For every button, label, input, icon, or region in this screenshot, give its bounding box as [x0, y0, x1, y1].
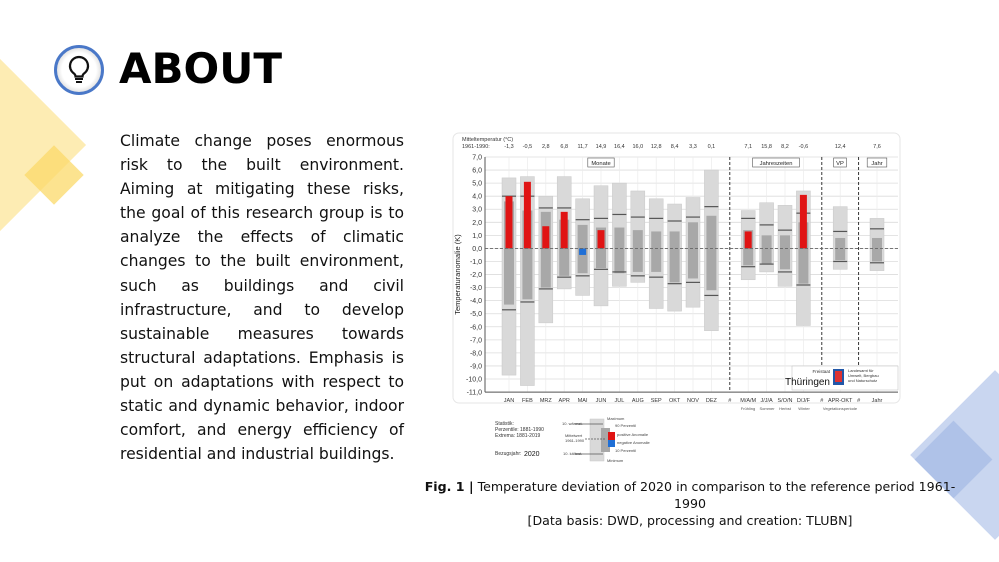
- anomaly-bar: [598, 230, 605, 248]
- mean-temp-label: 8,2: [781, 144, 789, 150]
- mean-header-period: 1961-1990:: [462, 144, 490, 150]
- mean-temp-label: 12,8: [650, 144, 662, 150]
- legend-text: 10. wärmst.: [562, 421, 583, 426]
- temperature-anomaly-chart: [452, 132, 902, 472]
- separator-label: #: [857, 398, 861, 404]
- mean-temp-label: -1,3: [504, 144, 514, 150]
- x-tick-label: S/O/N: [777, 398, 793, 404]
- legend-text: 90 Perzentil: [615, 423, 637, 428]
- y-tick-label: 7,0: [472, 154, 482, 162]
- x-tick-label: APR: [558, 398, 570, 404]
- y-tick-label: -6,0: [469, 324, 482, 332]
- season-sublabel: Vegetationsperiode: [822, 406, 858, 411]
- x-tick-label: Jahr: [871, 398, 883, 404]
- y-tick-label: 0,0: [472, 245, 482, 253]
- separator-label: #: [728, 398, 732, 404]
- x-tick-label: OKT: [668, 398, 681, 404]
- y-tick-label: 6,0: [472, 167, 482, 175]
- y-tick-label: 2,0: [472, 219, 482, 227]
- logo-text: Thüringen: [784, 377, 830, 388]
- y-tick-label: -8,0: [469, 350, 482, 358]
- mean-temp-label: 11,7: [577, 144, 588, 150]
- anomaly-bar: [542, 226, 549, 248]
- group-label: Monate: [591, 161, 611, 167]
- group-label: Jahr: [871, 161, 883, 167]
- x-tick-label: MRZ: [539, 398, 552, 404]
- mean-temp-label: 16,4: [614, 144, 625, 150]
- mean-temp-label: -0,6: [798, 144, 809, 150]
- mean-temp-label: 7,1: [744, 144, 753, 150]
- anomaly-bar: [561, 212, 568, 249]
- x-tick-label: AUG: [631, 398, 644, 404]
- body-text: Climate change poses enormous risk to the built environment. Aiming at mitigating these risks, the goal of this research group is to analyze the effects of climatic changes to the built environment, such as buildings and civil infrastructure, and to develop sustainable measures towards structural adaptations. Emphasis is put on adaptations with respect to static and dynamic behavior, indoor comfort, and energy efficiency of residential and industrial buildings.: [120, 132, 404, 464]
- y-tick-label: 4,0: [472, 193, 482, 201]
- y-tick-label: -9,0: [469, 363, 482, 371]
- legend-text: 2020: [524, 451, 540, 458]
- mean-temp-label: 0,1: [707, 144, 716, 150]
- percentile-range-bar: [706, 216, 716, 290]
- legend-text: Extrema: 1881-2019: [495, 433, 541, 439]
- x-tick-label: JUN: [595, 398, 607, 404]
- logo-agency-text: Landesamt für: [848, 368, 874, 373]
- legend-text: negative Anomalie: [617, 440, 650, 445]
- percentile-range-bar: [780, 235, 790, 269]
- percentile-range-bar: [651, 231, 661, 271]
- season-sublabel: Sommer: [759, 406, 775, 411]
- legend-text: 10 Perzentil: [615, 448, 637, 453]
- percentile-range-bar: [633, 230, 643, 272]
- mean-temp-label: 8,4: [670, 144, 679, 150]
- anomaly-bar: [800, 195, 807, 249]
- separator-label: #: [820, 398, 824, 404]
- legend-negative-swatch: [608, 440, 615, 447]
- legend-text: Mittelwert: [565, 433, 583, 438]
- legend-text: positive Anomalie: [617, 432, 649, 437]
- x-tick-label: SEP: [650, 398, 662, 404]
- group-label: VP: [836, 161, 844, 167]
- logo-agency-text: und Naturschutz: [848, 378, 878, 383]
- percentile-range-bar: [541, 212, 551, 288]
- caption-source: [Data basis: DWD, processing and creation: TLUBN]: [527, 513, 853, 528]
- mean-header: Mitteltemperatur (°C): [462, 137, 514, 143]
- y-tick-label: 5,0: [472, 180, 482, 188]
- y-tick-label: -3,0: [469, 285, 482, 293]
- season-sublabel: Winter: [798, 406, 810, 411]
- x-tick-label: J/J/A: [760, 398, 773, 404]
- x-tick-label: M/A/M: [740, 398, 757, 404]
- legend-text: 1961-1990: [565, 438, 585, 443]
- y-tick-label: -7,0: [469, 337, 482, 345]
- x-tick-label: APR-OKT: [827, 398, 853, 404]
- mean-temp-label: 12,4: [834, 144, 846, 150]
- season-sublabel: Frühling: [740, 406, 756, 411]
- legend-positive-swatch: [608, 432, 615, 440]
- group-label: Jahreszeiten: [759, 161, 793, 167]
- percentile-range-bar: [762, 235, 772, 264]
- percentile-range-bar: [872, 238, 882, 262]
- anomaly-bar: [506, 196, 513, 248]
- legend-text: Minimum: [607, 458, 624, 463]
- mean-temp-label: 2,8: [541, 144, 550, 150]
- x-tick-label: DEZ: [705, 398, 717, 404]
- y-tick-label: -10,0: [466, 376, 482, 384]
- mean-temp-label: -0,5: [522, 144, 533, 150]
- y-tick-label: 1,0: [472, 232, 482, 240]
- x-tick-label: MAI: [577, 398, 588, 404]
- x-tick-label: JAN: [503, 398, 515, 404]
- x-tick-label: JUL: [614, 398, 625, 404]
- lightbulb-icon: [54, 45, 104, 95]
- page-title: ABOUT: [119, 44, 282, 93]
- percentile-range-bar: [614, 228, 624, 274]
- y-tick-label: -1,0: [469, 258, 482, 266]
- x-tick-label: D/J/F: [796, 398, 810, 404]
- legend-text: Statistik:: [495, 421, 514, 427]
- percentile-range-bar: [688, 222, 698, 278]
- legend-text: 10. kältest.: [563, 451, 583, 456]
- anomaly-bar: [524, 182, 531, 249]
- y-tick-label: 3,0: [472, 206, 482, 214]
- mean-temp-label: 7,6: [873, 144, 881, 150]
- percentile-range-bar: [835, 238, 845, 260]
- legend-text: Maximum: [607, 416, 625, 421]
- season-sublabel: Herbst: [779, 406, 791, 411]
- y-tick-label: -5,0: [469, 311, 482, 319]
- caption-text: Temperature deviation of 2020 in comparison to the reference period 1961-1990: [473, 479, 956, 511]
- anomaly-bar: [745, 231, 752, 248]
- mean-temp-label: 3,3: [689, 144, 697, 150]
- logo-agency-text: Umwelt, Bergbau: [848, 373, 879, 378]
- mean-temp-label: 15,8: [761, 144, 772, 150]
- logo-text: Freistaat: [812, 369, 830, 374]
- x-tick-label: NOV: [687, 398, 699, 404]
- y-tick-label: -11,0: [466, 389, 482, 397]
- y-axis-label: Temperaturanomalie (K): [453, 234, 462, 315]
- x-tick-label: FEB: [522, 398, 533, 404]
- y-tick-label: -4,0: [469, 298, 482, 306]
- coat-of-arms-icon: [835, 371, 842, 382]
- mean-temp-label: 14,9: [595, 144, 607, 150]
- y-tick-label: -2,0: [469, 272, 482, 280]
- anomaly-bar: [579, 248, 586, 255]
- legend-text: Perzentile: 1881-1990: [495, 427, 544, 433]
- mean-temp-label: 16,0: [632, 144, 644, 150]
- caption-label: Fig. 1 |: [424, 479, 474, 494]
- legend-text: Bezugsjahr:: [495, 451, 522, 457]
- figure-caption: [420, 478, 960, 529]
- percentile-range-bar: [670, 231, 680, 282]
- mean-temp-label: 6,8: [560, 144, 569, 150]
